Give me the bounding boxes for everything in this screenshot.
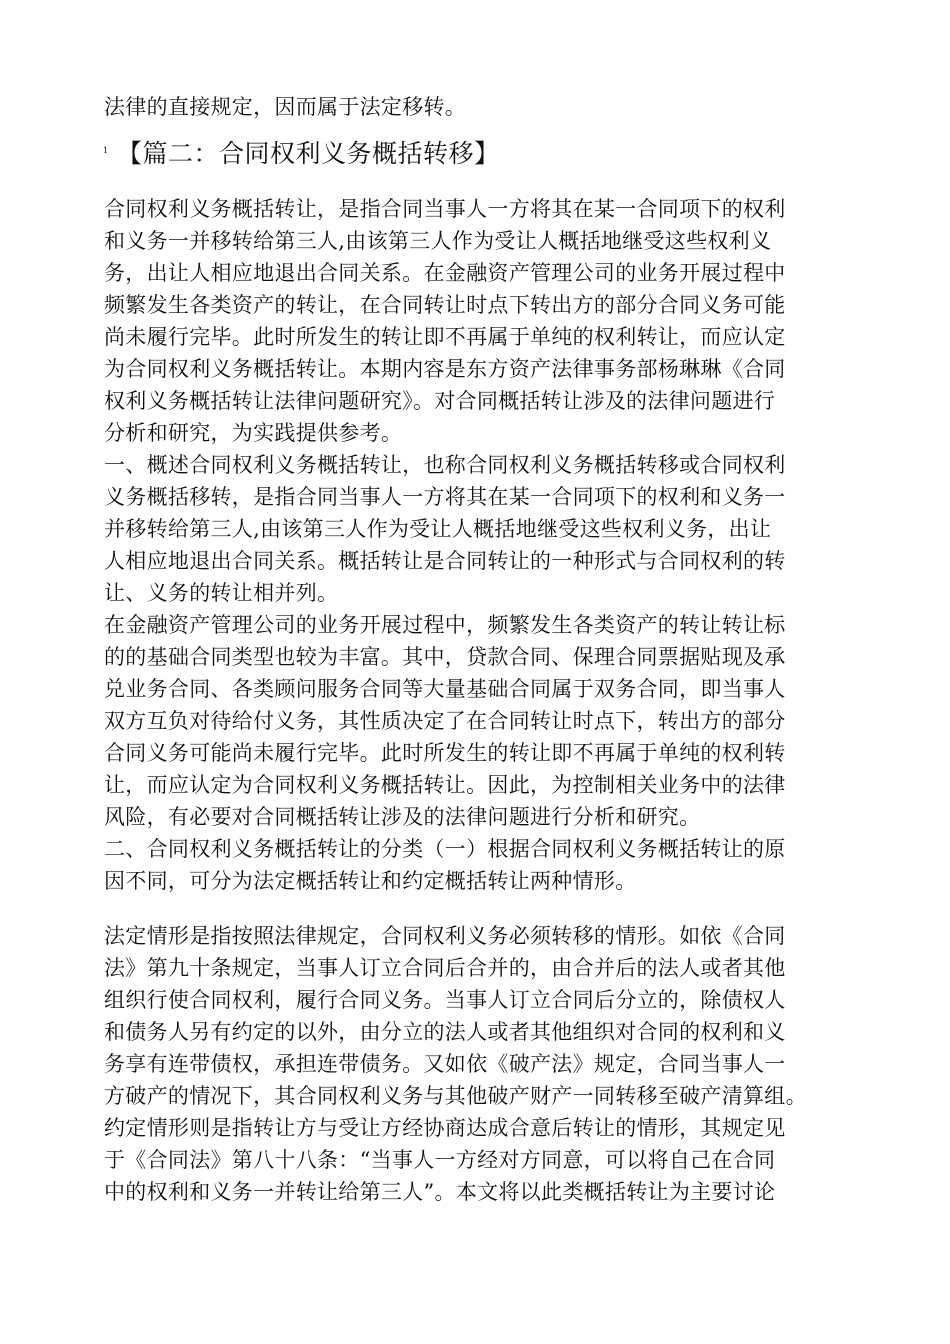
body-line: 约定情形则是指转让方与受让方经协商达成合意后转让的情形，其规定见 bbox=[104, 1116, 786, 1140]
body-line: 兑业务合同、各类顾问服务合同等大量基础合同属于双务合同，即当事人 bbox=[104, 677, 786, 701]
body-line: 和债务人另有约定的以外，由分立的法人或者其他组织对合同的权利和义 bbox=[104, 1020, 786, 1044]
body-line: 的的基础合同类型也较为丰富。其中，贷款合同、保理合同票据贴现及承 bbox=[104, 645, 786, 669]
body-line: 和义务一并移转给第三人,由该第三人作为受让人概括地继受这些权利义 bbox=[104, 229, 772, 253]
body-line: 二、合同权利义务概括转让的分类（一）根据合同权利义务概括转让的原 bbox=[104, 837, 786, 861]
body-line: 让，而应认定为合同权利义务概括转让。因此，为控制相关业务中的法律 bbox=[104, 773, 786, 797]
body-line: 双方互负对待给付义务，其性质决定了在合同转让时点下，转出方的部分 bbox=[104, 709, 786, 733]
body-line: 一、概述合同权利义务概括转让，也称合同权利义务概括转移或合同权利 bbox=[104, 453, 786, 477]
body-line: 人相应地退出合同关系。概括转让是合同转让的一种形式与合同权利的转 bbox=[104, 549, 786, 573]
body-line: 中的权利和义务一并转让给第三人”。本文将以此类概括转让为主要讨论 bbox=[104, 1180, 776, 1204]
body-line: 方破产的情况下，其合同权利义务与其他破产财产一同转移至破产清算组。 bbox=[104, 1084, 807, 1108]
intro-line: 法律的直接规定，因而属于法定移转。 bbox=[104, 95, 467, 119]
body-line: 合同义务可能尚未履行完毕。此时所发生的转让即不再属于单纯的权利转 bbox=[104, 741, 786, 765]
body-line: 分析和研究，为实践提供参考。 bbox=[104, 421, 403, 445]
body-line: 为合同权利义务概括转让。本期内容是东方资产法律事务部杨琳琳《合同 bbox=[104, 357, 786, 381]
body-line: 尚未履行完毕。此时所发生的转让即不再属于单纯的权利转让，而应认定 bbox=[104, 325, 786, 349]
body-line: 并移转给第三人,由该第三人作为受让人概括地继受这些权利义务，出让 bbox=[104, 517, 772, 541]
body-line: 组织行使合同权利，履行合同义务。当事人订立合同后分立的，除债权人 bbox=[104, 988, 786, 1012]
body-line: 合同权利义务概括转让，是指合同当事人一方将其在某一合同项下的权利 bbox=[104, 197, 786, 221]
body-line: 法》第九十条规定，当事人订立合同后合并的，由合并后的法人或者其他 bbox=[104, 956, 786, 980]
body-line: 务，出让人相应地退出合同关系。在金融资产管理公司的业务开展过程中 bbox=[104, 261, 786, 285]
body-line: 让、义务的转让相并列。 bbox=[104, 581, 339, 605]
section-heading: 【篇二：合同权利义务概括转移】 bbox=[117, 139, 500, 168]
body-line: 频繁发生各类资产的转让，在合同转让时点下转出方的部分合同义务可能 bbox=[104, 293, 786, 317]
body-line: 风险，有必要对合同概括转让涉及的法律问题进行分析和研究。 bbox=[104, 805, 701, 829]
body-line: 因不同，可分为法定概括转让和约定概括转让两种情形。 bbox=[104, 869, 637, 893]
body-line: 务享有连带债权，承担连带债务。又如依《破产法》规定，合同当事人一 bbox=[104, 1052, 786, 1076]
heading-marker: 1 bbox=[103, 146, 109, 155]
body-line: 法定情形是指按照法律规定，合同权利义务必须转移的情形。如依《合同 bbox=[104, 924, 786, 948]
body-line: 义务概括移转，是指合同当事人一方将其在某一合同项下的权利和义务一 bbox=[104, 485, 786, 509]
body-line: 在金融资产管理公司的业务开展过程中，频繁发生各类资产的转让转让标 bbox=[104, 613, 786, 637]
body-line: 于《合同法》第八十八条：“当事人一方经对方同意，可以将自己在合同 bbox=[104, 1148, 776, 1172]
body-line: 权利义务概括转让法律问题研究》。对合同概括转让涉及的法律问题进行 bbox=[104, 389, 776, 413]
